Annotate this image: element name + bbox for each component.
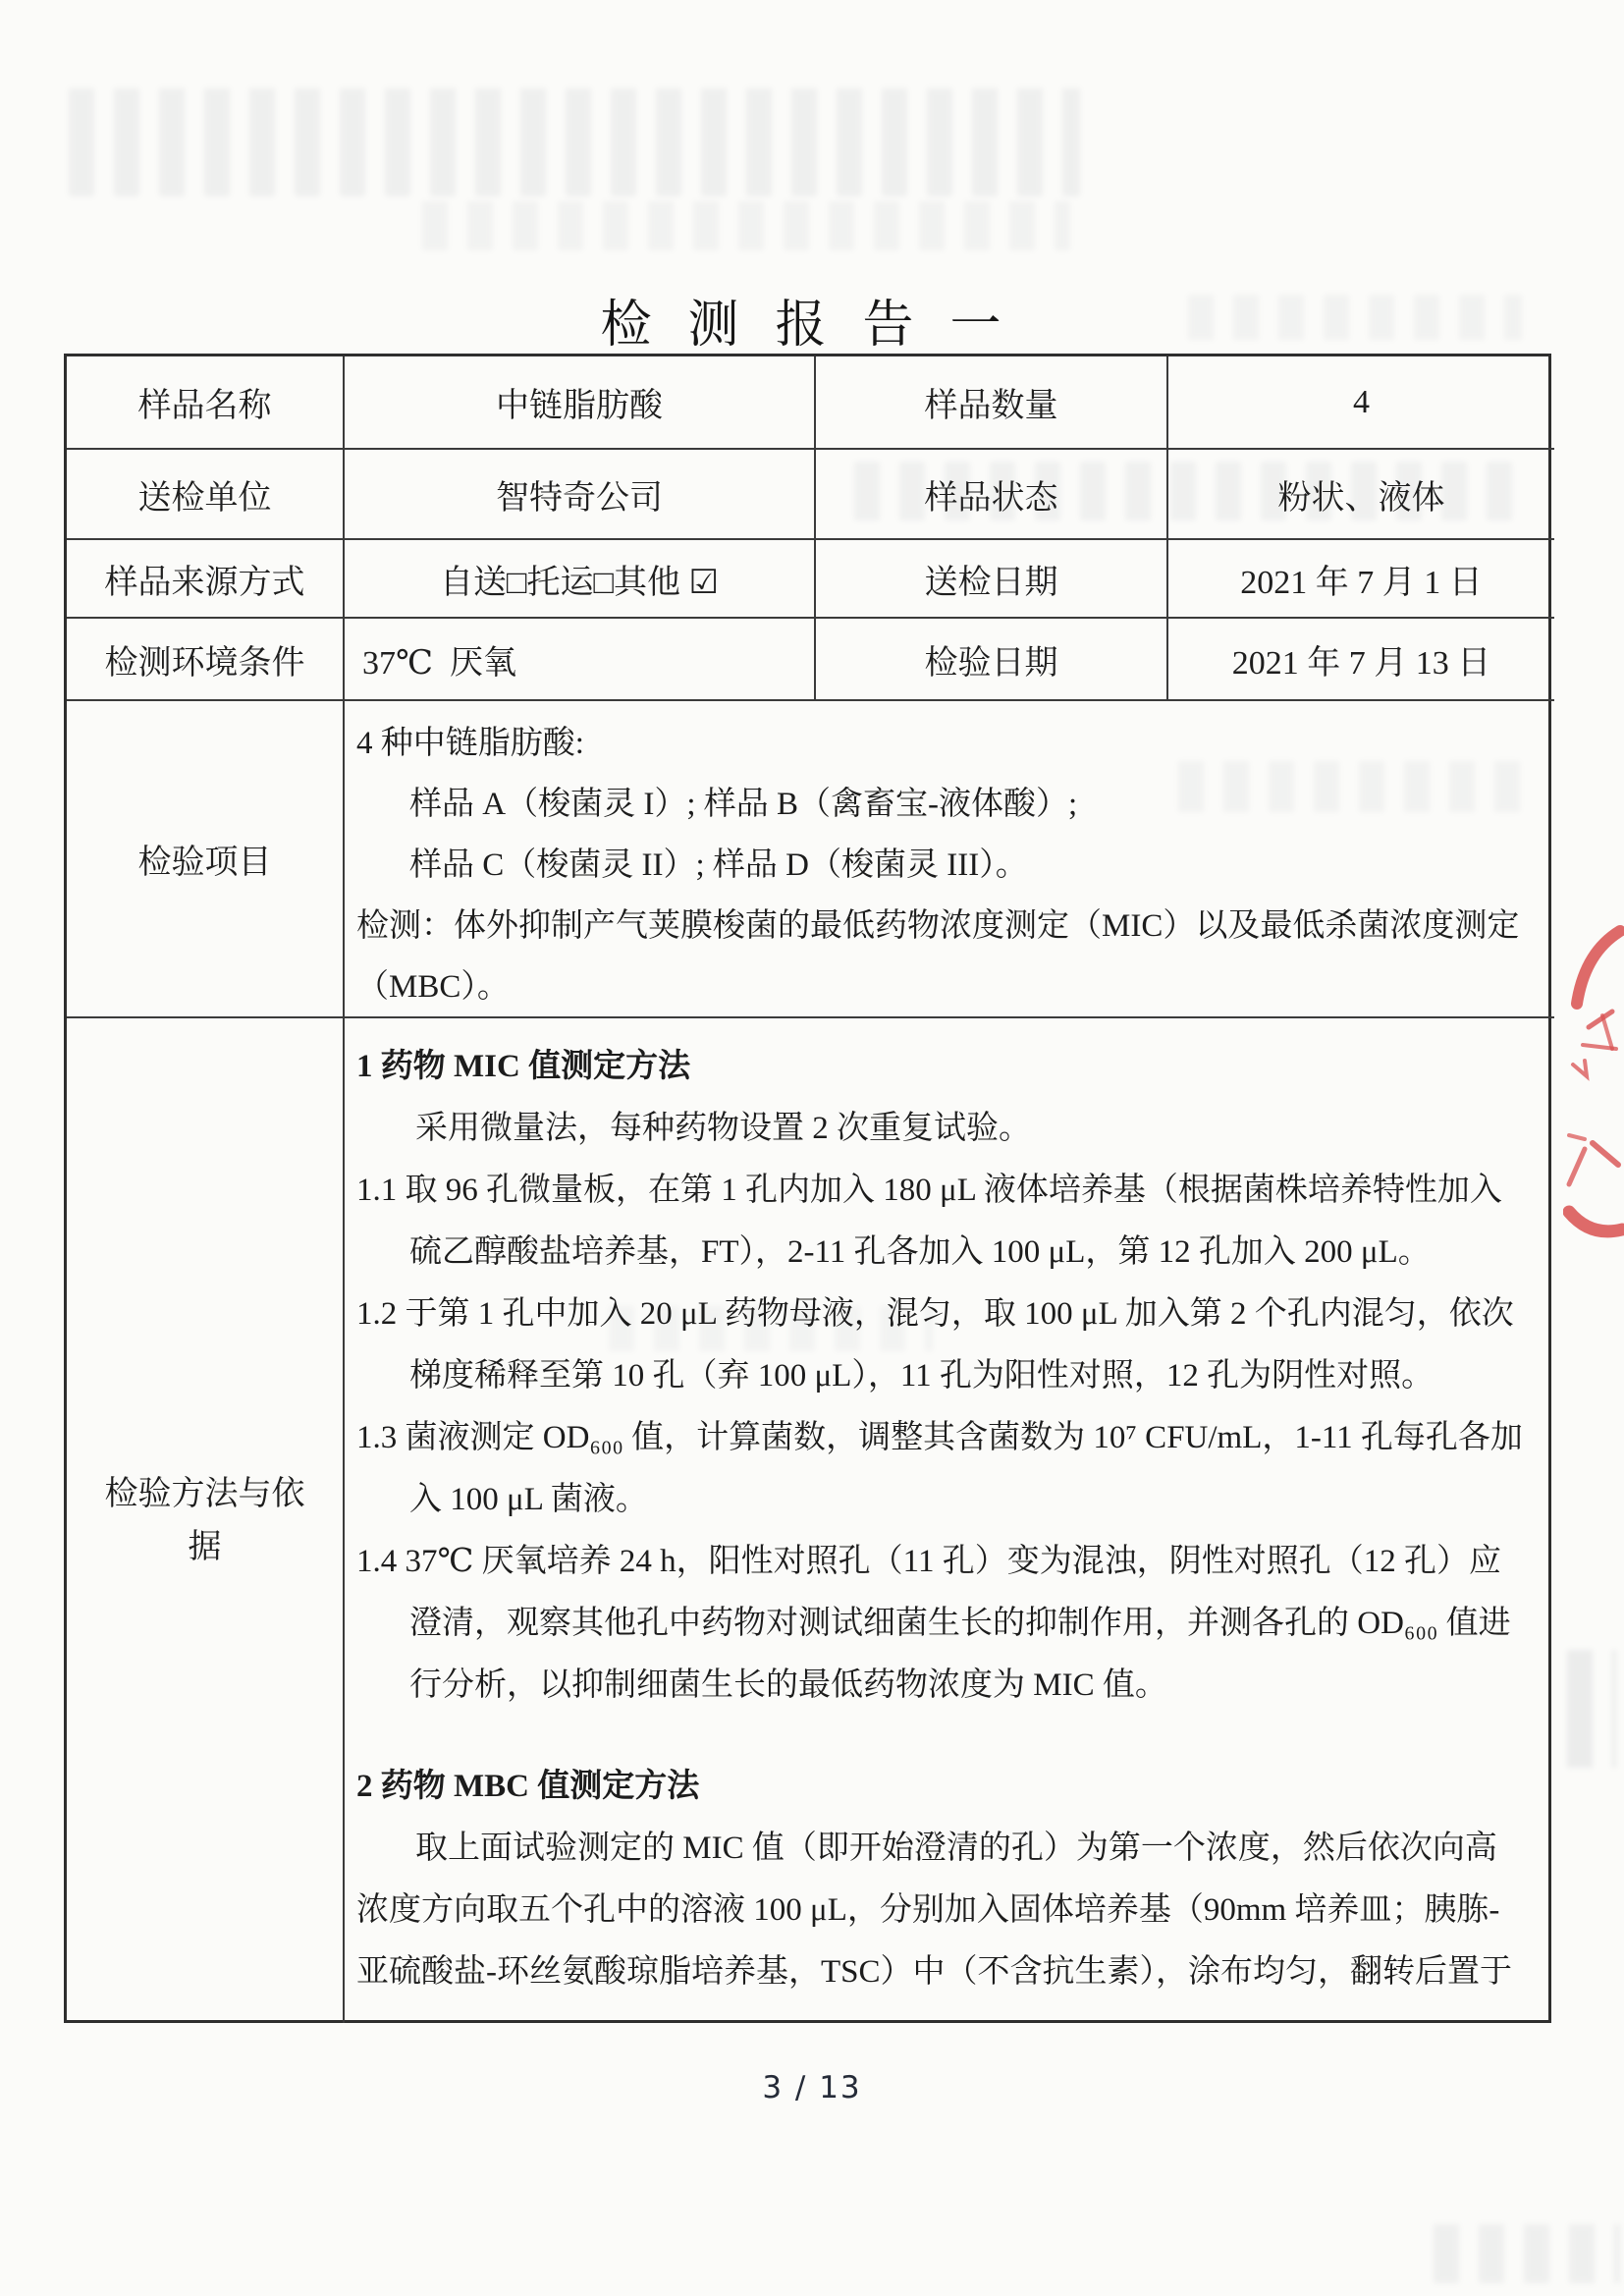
scan-artifact	[1567, 1650, 1616, 1768]
submitting-unit-label: 送检单位	[67, 450, 345, 540]
sample-name-label: 样品名称	[67, 356, 345, 450]
text-line: 1.4 37℃ 厌氧培养 24 h，阳性对照孔（11 孔）变为混浊，阴性对照孔（12 孔）应	[356, 1544, 1501, 1579]
sample-name-value: 中链脂肪酸	[345, 356, 816, 450]
scan-artifact	[69, 88, 1080, 196]
sample-source-label: 样品来源方式	[67, 540, 345, 619]
text-line: 行分析，以抑制细菌生长的最低药物浓度为 MIC 值。	[409, 1667, 1167, 1703]
sample-status-value: 粉状、液体	[1168, 450, 1554, 540]
submitting-unit-value: 智特奇公司	[345, 450, 816, 540]
text-line: 亚硫酸盐-环丝氨酸琼脂培养基，TSC）中（不含抗生素），涂布均匀，翻转后置于	[356, 1954, 1513, 1990]
scan-artifact	[1434, 2224, 1620, 2283]
submission-date-value: 2021 年 7 月 1 日	[1168, 540, 1554, 619]
text-line: 浓度方向取五个孔中的溶液 100 μL，分别加入固体培养基（90mm 培养皿；胰胨-	[356, 1892, 1500, 1928]
text-line: 取上面试验测定的 MIC 值（即开始澄清的孔）为第一个浓度，然后依次向高	[415, 1831, 1497, 1866]
text-line: （MBC）。	[356, 969, 510, 1005]
text-line: 入 100 μL 菌液。	[409, 1482, 648, 1517]
text-line: 硫乙醇酸盐培养基，FT），2-11 孔各加入 100 μL，第 12 孔加入 200 μL。	[409, 1234, 1431, 1270]
methods-label: 检验方法与依据	[67, 1018, 345, 2023]
methods-content	[345, 1018, 1554, 2023]
sample-quantity-label: 样品数量	[816, 356, 1168, 450]
text-line: 澄清，观察其他孔中药物对测试细菌生长的抑制作用，并测各孔的 OD₆₀₀ 值进	[409, 1606, 1511, 1641]
text-line: 样品 A（梭菌灵 I）; 样品 B（禽畜宝-液体酸）;	[409, 787, 1078, 822]
text-line: 1.1 取 96 孔微量板，在第 1 孔内加入 180 μL 液体培养基（根据菌株培养特性加入	[356, 1173, 1502, 1208]
text-line: 样品 C（梭菌灵 II）; 样品 D（梭菌灵 III）。	[409, 847, 1028, 883]
inspection-items-label: 检验项目	[67, 701, 345, 1018]
test-environment-value: 37℃ 厌氧	[345, 619, 816, 701]
page-title: 检 测 报 告 一	[600, 298, 1013, 354]
inspection-items-content	[345, 701, 1554, 1018]
text-line: 1.3 菌液测定 OD₆₀₀ 值，计算菌数，调整其含菌数为 10⁷ CFU/mL，1-11 孔每孔各加	[356, 1420, 1523, 1455]
sample-source-value: 自送□托运□其他 ☑	[345, 540, 816, 619]
sample-status-label: 样品状态	[816, 450, 1168, 540]
report-table	[64, 354, 1551, 2023]
submission-date-label: 送检日期	[816, 540, 1168, 619]
text-line: 梯度稀释至第 10 孔（弃 100 μL），11 孔为阳性对照，12 孔为阴性对照。	[409, 1358, 1435, 1394]
text-line: 2 药物 MBC 值测定方法	[356, 1769, 700, 1804]
test-environment-label: 检测环境条件	[67, 619, 345, 701]
red-stamp-icon	[1563, 921, 1624, 1255]
text-line: 检测：体外抑制产气荚膜梭菌的最低药物浓度测定（MIC）以及最低杀菌浓度测定	[356, 908, 1520, 944]
scan-artifact	[422, 201, 1070, 250]
text-line: 4 种中链脂肪酸:	[356, 726, 584, 761]
text-line: 采用微量法，每种药物设置 2 次重复试验。	[415, 1111, 1031, 1146]
inspection-date-label: 检验日期	[816, 619, 1168, 701]
text-line: 1.2 于第 1 孔中加入 20 μL 药物母液，混匀，取 100 μL 加入第 2 个孔内混匀，依次	[356, 1296, 1514, 1332]
page-number: 3 / 13	[762, 2070, 862, 2105]
text-line: 1 药物 MIC 值测定方法	[356, 1049, 691, 1084]
sample-quantity-value: 4	[1168, 356, 1554, 450]
inspection-date-value: 2021 年 7 月 13 日	[1168, 619, 1554, 701]
